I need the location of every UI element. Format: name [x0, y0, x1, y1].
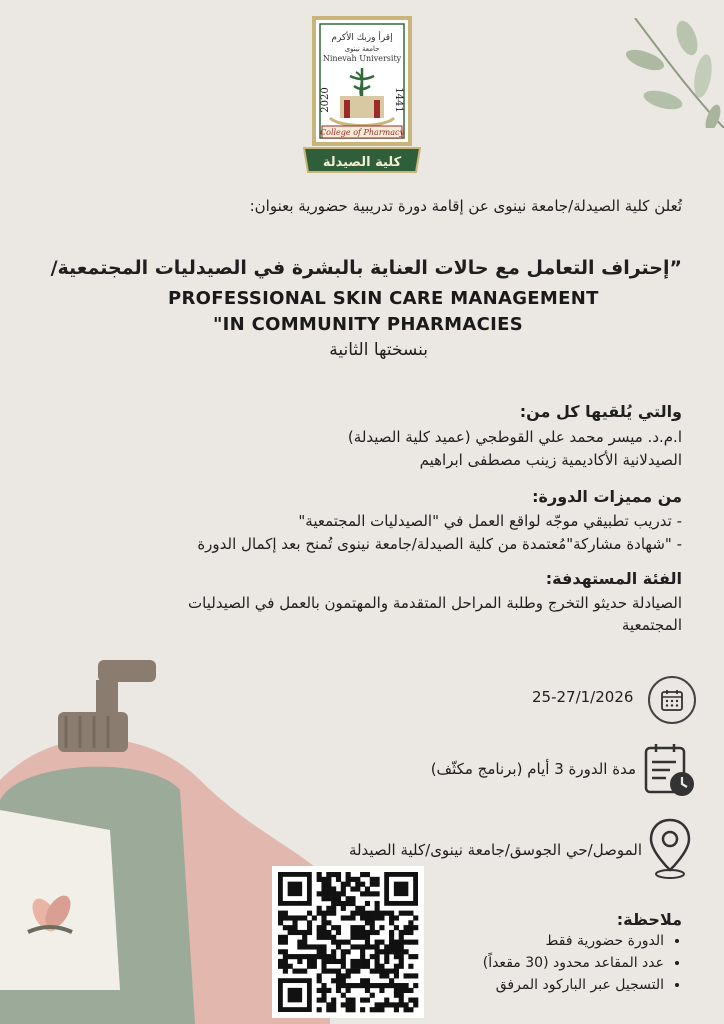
- logo-college-en: College of Pharmacy: [320, 128, 404, 137]
- logo-university-ar: جامعة نينوى: [344, 45, 380, 53]
- presenter-1: ا.م.د. ميسر محمد علي القوطجي (عميد كلية الصيدلة): [347, 428, 682, 446]
- presenters-heading: والتي يُلقيها كل من:: [519, 402, 682, 421]
- course-title-en-line1: PROFESSIONAL SKIN CARE MANAGEMENT: [168, 288, 599, 309]
- course-date: 25-27/1/2026: [532, 688, 634, 706]
- audience-line-1: الصيادلة حديثو التخرج وطلبة المراحل المتقدمة والمهتمون بالعمل في الصيدليات: [188, 594, 682, 612]
- course-location: الموصل/حي الجوسق/جامعة نينوى/كلية الصيدلة: [348, 841, 642, 859]
- note-item: • عدد المقاعد محدود (30 مقعداً): [432, 952, 664, 974]
- course-edition: بنسختها الثانية: [329, 340, 428, 360]
- registration-qr-code[interactable]: [272, 866, 424, 1018]
- audience-heading: الفئة المستهدفة:: [545, 569, 682, 588]
- leaves-decoration: [615, 18, 724, 128]
- intro-text: تُعلن كلية الصيدلة/جامعة نينوى عن إقامة دورة تدريبية حضورية بعنوان:: [249, 197, 682, 215]
- logo-year-right: 1441: [393, 87, 404, 113]
- features-heading: من مميزات الدورة:: [532, 487, 682, 506]
- logo-college-ar: كلية الصيدلة: [322, 155, 402, 170]
- presenter-2: الصيدلانية الأكاديمية زينب مصطفى ابراهيم: [419, 451, 682, 469]
- schedule-clock-icon: [644, 742, 696, 798]
- note-item: • الدورة حضورية فقط: [432, 930, 664, 952]
- note-item: • التسجيل عبر الباركود المرفق: [432, 974, 664, 996]
- calendar-icon: [648, 676, 696, 724]
- course-title-en-line2: "IN COMMUNITY PHARMACIES: [213, 314, 523, 335]
- logo-year-left: 2020: [320, 87, 331, 113]
- course-title-ar: ”إحتراف التعامل مع حالات العناية بالبشرة في الصيدليات المجتمعية/: [50, 257, 682, 279]
- course-duration: مدة الدورة 3 أيام (برنامج مكثّف): [430, 760, 636, 778]
- feature-1: - تدريب تطبيقي موجّه لواقع العمل في "الصيدليات المجتمعية": [298, 512, 682, 530]
- logo-top-text: إقرأ وربك الأكرم: [331, 33, 393, 43]
- notes-list: [432, 930, 682, 996]
- feature-2: - "شهادة مشاركة"مُعتمدة من كلية الصيدلة/جامعة نينوى تُمنح بعد إكمال الدورة: [197, 535, 682, 553]
- college-logo: [300, 10, 424, 174]
- logo-university-en: Ninevah University: [322, 54, 402, 63]
- notes-heading: ملاحظة:: [616, 910, 682, 929]
- location-pin-icon: [648, 818, 692, 880]
- audience-line-2: المجتمعية: [621, 616, 682, 634]
